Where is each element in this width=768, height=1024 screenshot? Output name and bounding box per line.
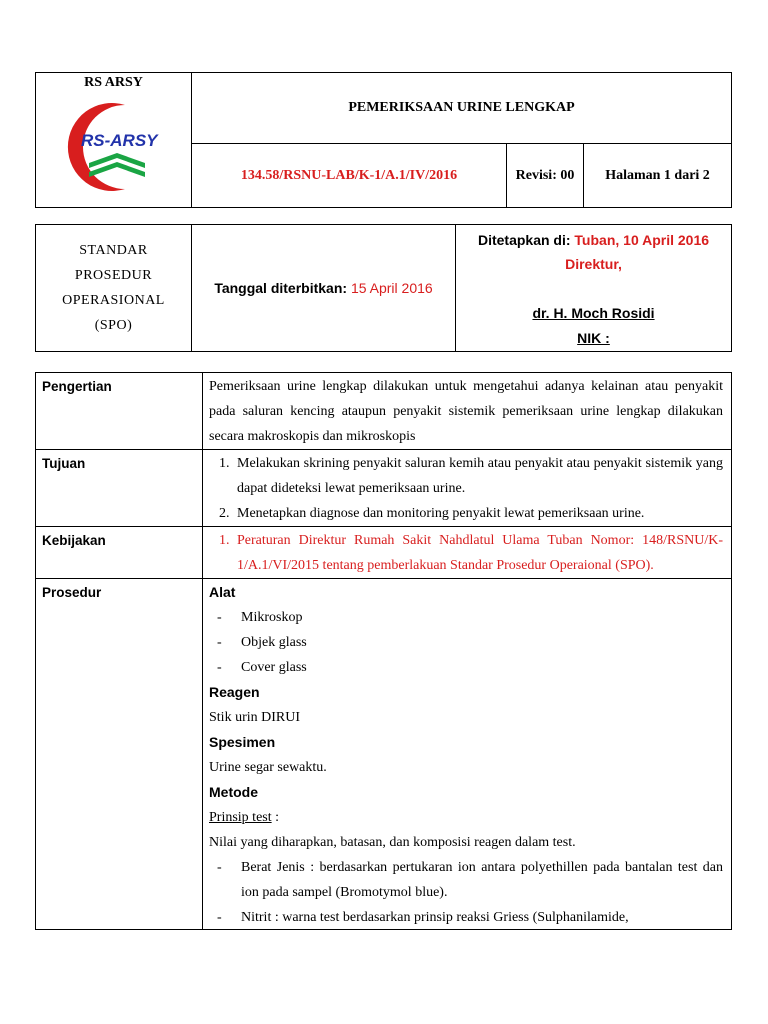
hospital-logo [59, 97, 169, 197]
approval-cell [456, 225, 732, 352]
spo-label [36, 225, 192, 352]
pengertian-text: Pemeriksaan urine lengkap dilakukan untuk mengetahui adanya kelainan atau penyakit pada saluran kencing ataupun penyakit sistemik pemeriksaan urine lengkap dilakukan secara makroskopis dan mikroskopis [203, 373, 732, 450]
content-table [35, 372, 732, 930]
list-item: - Cover glass [215, 655, 723, 680]
reagen-text: Stik urin DIRUI [209, 710, 300, 725]
list-item: - Berat Jenis : berdasarkan pertukaran ion antara polyethillen pada bantalan test dan ion pada sampel (Bromotymol blue). [215, 855, 723, 905]
logo-text: RS-ARSY [80, 131, 158, 150]
issued-date-cell [192, 225, 456, 352]
prinsip-text: Nilai yang diharapkan, batasan, dan komposisi reagen dalam test. [209, 835, 576, 850]
spesimen-text: Urine segar sewaktu. [209, 760, 327, 775]
logo-cell [36, 73, 192, 208]
prinsip-title: Prinsip test [209, 810, 272, 825]
label-tujuan: Tujuan [36, 450, 203, 527]
issued-date: 15 April 2016 [350, 280, 433, 296]
list-item: - Mikroskop [215, 605, 723, 630]
row-prosedur [36, 579, 732, 930]
label-pengertian: Pengertian [36, 373, 203, 450]
spo-line: STANDAR [79, 243, 148, 258]
spo-line: (SPO) [94, 318, 133, 333]
row-tujuan [36, 450, 732, 527]
document-title: PEMERIKSAAN URINE LENGKAP [192, 73, 732, 144]
label-prosedur: Prosedur [36, 579, 203, 930]
director-nik: NIK : [577, 330, 610, 346]
hospital-name: RS ARSY [84, 75, 143, 90]
reagen-title: Reagen [209, 684, 260, 700]
prinsip-suffix: : [271, 810, 280, 825]
tujuan-list [209, 451, 723, 526]
test-list [209, 855, 723, 929]
spesimen-title: Spesimen [209, 734, 276, 750]
label-kebijakan: Kebijakan [36, 527, 203, 579]
set-value: Tuban, 10 April 2016 [574, 232, 710, 248]
revision: Revisi: 00 [507, 144, 584, 208]
list-item: 2. Menetapkan diagnose dan monitoring penyakit lewat pemeriksaan urine. [233, 501, 723, 526]
list-item: 1. Melakukan skrining penyakit saluran kemih atau penyakit atau penyakit sistemik yang dapat dideteksi lewat pemeriksaan urine. [233, 451, 723, 501]
issued-label: Tanggal diterbitkan: [214, 280, 348, 296]
page-number: Halaman 1 dari 2 [584, 144, 732, 208]
alat-title: Alat [209, 584, 236, 600]
prinsip-line [209, 805, 723, 830]
kebijakan-list [209, 528, 723, 578]
list-item: 1. Peraturan Direktur Rumah Sakit Nahdlatul Ulama Tuban Nomor: 148/RSNU/K-1/A.1/VI/2015 tentang pemberlakuan Standar Prosedur Operaional (SPO). [233, 528, 723, 578]
spo-table [35, 224, 732, 352]
document-number: 134.58/RSNU-LAB/K-1/A.1/IV/2016 [192, 144, 507, 208]
row-kebijakan [36, 527, 732, 579]
row-pengertian [36, 373, 732, 450]
alat-list [209, 605, 723, 680]
director-title: Direktur, [565, 256, 622, 272]
list-item: - Objek glass [215, 630, 723, 655]
spo-line: OPERASIONAL [62, 293, 165, 308]
metode-title: Metode [209, 784, 258, 800]
set-label: Ditetapkan di: [477, 232, 571, 248]
spo-line: PROSEDUR [74, 268, 153, 283]
header-table [35, 72, 732, 208]
list-item: - Nitrit : warna test berdasarkan prinsip reaksi Griess (Sulphanilamide, [215, 905, 723, 929]
director-name: dr. H. Moch Rosidi [532, 305, 655, 321]
